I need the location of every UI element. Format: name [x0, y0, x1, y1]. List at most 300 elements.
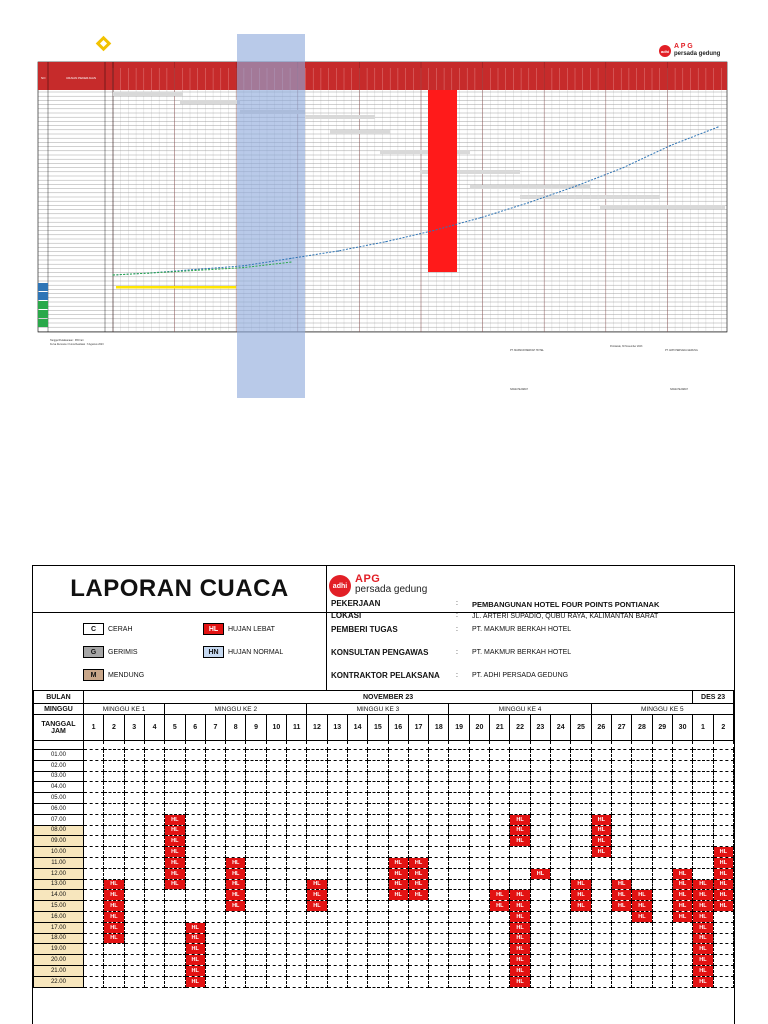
- weather-cell-hl: HL: [672, 901, 692, 912]
- weather-cell: [205, 922, 225, 933]
- weather-cell: [287, 782, 307, 793]
- weather-cell: [551, 750, 571, 761]
- weather-cell-hl: HL: [611, 890, 631, 901]
- weather-cell: [551, 836, 571, 847]
- weather-cell: [104, 803, 124, 814]
- weather-cell: [327, 825, 347, 836]
- day-cell: 28: [632, 715, 652, 741]
- weather-cell: [307, 760, 327, 771]
- weather-cell: [165, 803, 185, 814]
- weather-cell-hl: HL: [713, 868, 733, 879]
- weather-cell: [571, 782, 591, 793]
- weather-cell: [327, 955, 347, 966]
- weather-cell: [165, 771, 185, 782]
- weather-cell: [469, 750, 489, 761]
- weather-cell: [83, 782, 103, 793]
- weather-cell: [591, 922, 611, 933]
- weather-cell: [246, 857, 266, 868]
- spacer-cell: [205, 741, 225, 750]
- weather-cell: [368, 847, 388, 858]
- weather-cell-hl: HL: [165, 836, 185, 847]
- legend-swatch: HN: [203, 646, 224, 658]
- weather-cell: [226, 965, 246, 976]
- spacer-cell: [287, 741, 307, 750]
- weather-cell: [652, 868, 672, 879]
- weather-cell: [104, 793, 124, 804]
- series-point-0: [480, 217, 481, 218]
- weather-cell: [591, 965, 611, 976]
- weather-cell-hl: HL: [388, 890, 408, 901]
- weather-cell: [672, 857, 692, 868]
- weather-cell: [124, 933, 144, 944]
- weather-cell: [652, 803, 672, 814]
- weather-cell: [469, 825, 489, 836]
- weather-cell: [266, 814, 286, 825]
- weather-cell: [571, 868, 591, 879]
- weather-cell: [652, 890, 672, 901]
- weather-cell: [713, 944, 733, 955]
- weather-cell: [185, 879, 205, 890]
- weather-cell: [713, 836, 733, 847]
- hour-label: 21.00: [34, 965, 84, 976]
- legend-swatch: C: [83, 623, 104, 635]
- weather-cell: [591, 782, 611, 793]
- day-cell: 22: [510, 715, 530, 741]
- weather-cell: [429, 868, 449, 879]
- weather-cell: [551, 933, 571, 944]
- weather-cell-hl: HL: [510, 944, 530, 955]
- spacer-cell: [571, 741, 591, 750]
- weather-grid: [33, 690, 734, 988]
- report-title: LAPORAN CUACA: [33, 566, 327, 612]
- weather-cell: [591, 750, 611, 761]
- hour-row: [34, 933, 734, 944]
- weather-cell: [104, 955, 124, 966]
- hour-row: [34, 965, 734, 976]
- weather-cell: [490, 933, 510, 944]
- weather-cell: [287, 750, 307, 761]
- hour-row: [34, 814, 734, 825]
- weather-cell: [551, 782, 571, 793]
- weather-cell: [287, 825, 307, 836]
- weather-cell-hl: HL: [713, 857, 733, 868]
- day-cell: 12: [307, 715, 327, 741]
- weather-cell: [530, 814, 550, 825]
- weather-cell: [287, 901, 307, 912]
- info-value: JL. ARTERI SUPADIO, QUBU RAYA, KALIMANTAN BARAT: [472, 613, 659, 620]
- weather-cell: [205, 857, 225, 868]
- weather-cell-hl: HL: [632, 901, 652, 912]
- weather-cell: [632, 955, 652, 966]
- weather-cell: [408, 911, 428, 922]
- weather-cell: [551, 890, 571, 901]
- weather-cell: [185, 825, 205, 836]
- weather-cell: [327, 771, 347, 782]
- weather-cell: [551, 760, 571, 771]
- weather-cell-hl: HL: [185, 933, 205, 944]
- month-row: [34, 691, 734, 704]
- weather-cell: [530, 782, 550, 793]
- weather-cell: [672, 782, 692, 793]
- spacer-cell: [611, 741, 631, 750]
- day-cell: 21: [490, 715, 510, 741]
- spacer-cell: [347, 741, 367, 750]
- weather-cell: [124, 976, 144, 987]
- weather-cell: [429, 922, 449, 933]
- weather-cell: [347, 922, 367, 933]
- info-value: PT. ADHI PERSADA GEDUNG: [472, 672, 569, 679]
- weather-cell: [287, 944, 307, 955]
- weather-cell: [713, 922, 733, 933]
- weather-cell: [368, 760, 388, 771]
- weather-cell: [144, 976, 164, 987]
- weather-cell: [571, 922, 591, 933]
- weather-cell: [287, 868, 307, 879]
- weather-cell: [530, 965, 550, 976]
- weather-cell: [490, 965, 510, 976]
- weather-cell: [693, 793, 713, 804]
- weather-cell: [83, 911, 103, 922]
- weather-cell: [144, 955, 164, 966]
- weather-cell-hl: HL: [571, 901, 591, 912]
- weather-cell-hl: HL: [185, 976, 205, 987]
- weather-cell: [104, 965, 124, 976]
- day-cell: 7: [205, 715, 225, 741]
- right-logo-sub: persada gedung: [674, 51, 721, 57]
- month-cell: NOVEMBER 23: [83, 691, 692, 704]
- weather-cell-hl: HL: [185, 922, 205, 933]
- weather-cell: [672, 750, 692, 761]
- weather-cell: [490, 857, 510, 868]
- weather-cell: [672, 847, 692, 858]
- blue-highlight: [237, 34, 305, 398]
- hour-label: 10.00: [34, 847, 84, 858]
- weather-cell: [347, 933, 367, 944]
- series-point-1: [148, 273, 149, 274]
- info-label: KONTRAKTOR PELAKSANA: [331, 671, 440, 680]
- weather-cell: [165, 955, 185, 966]
- weather-cell: [652, 836, 672, 847]
- weather-cell: [327, 847, 347, 858]
- day-cell: 4: [144, 715, 164, 741]
- weather-cell: [429, 944, 449, 955]
- weather-cell: [490, 793, 510, 804]
- spacer-cell: [104, 741, 124, 750]
- weather-cell: [408, 836, 428, 847]
- weather-cell: [327, 901, 347, 912]
- weather-cell: [165, 911, 185, 922]
- weather-cell-hl: HL: [226, 879, 246, 890]
- spacer-cell: [226, 741, 246, 750]
- spacer-cell: [388, 741, 408, 750]
- day-cell: 25: [571, 715, 591, 741]
- weather-cell: [551, 803, 571, 814]
- weather-cell: [205, 750, 225, 761]
- jam-label: JAM: [51, 727, 66, 735]
- weather-cell: [591, 771, 611, 782]
- weather-cell: [652, 847, 672, 858]
- weather-cell: [449, 803, 469, 814]
- weather-cell: [652, 814, 672, 825]
- weather-cell: [327, 750, 347, 761]
- legend-label: MENDUNG: [108, 671, 145, 679]
- weather-cell: [571, 857, 591, 868]
- weather-cell: [632, 825, 652, 836]
- weather-cell: [713, 933, 733, 944]
- weather-cell: [530, 955, 550, 966]
- weather-cell: [611, 868, 631, 879]
- day-cell: 10: [266, 715, 286, 741]
- weather-cell: [632, 782, 652, 793]
- weather-cell: [632, 944, 652, 955]
- weather-cell: [408, 814, 428, 825]
- weather-cell: [449, 847, 469, 858]
- weather-cell: [551, 955, 571, 966]
- weather-cell: [449, 879, 469, 890]
- weather-cell: [83, 814, 103, 825]
- weather-cell: [530, 793, 550, 804]
- weather-cell: [327, 836, 347, 847]
- weather-cell: [83, 901, 103, 912]
- weather-cell-hl: HL: [307, 879, 327, 890]
- weather-cell: [611, 782, 631, 793]
- weather-cell: [632, 847, 652, 858]
- weather-cell: [672, 760, 692, 771]
- hour-row: [34, 901, 734, 912]
- right-logo-circle: adhi: [661, 49, 670, 54]
- info-label: PEKERJAAN: [331, 599, 381, 608]
- weather-cell: [347, 868, 367, 879]
- weather-cell: [408, 955, 428, 966]
- info-label: LOKASI: [331, 611, 362, 620]
- series-point-1: [243, 267, 244, 268]
- weather-cell: [672, 933, 692, 944]
- weather-cell: [124, 868, 144, 879]
- weather-cell: [652, 976, 672, 987]
- weather-cell: [591, 879, 611, 890]
- weather-cell: [591, 911, 611, 922]
- sign-name-1: NAMA PEJABAT: [510, 388, 528, 391]
- weather-cell: [205, 793, 225, 804]
- weather-cell: [693, 825, 713, 836]
- weather-cell: [530, 901, 550, 912]
- weather-cell: [672, 771, 692, 782]
- weather-cell: [327, 944, 347, 955]
- weather-cell-hl: HL: [510, 933, 530, 944]
- weather-cell: [144, 890, 164, 901]
- schedule-chart: [0, 0, 768, 420]
- weather-cell: [672, 944, 692, 955]
- day-cell: 18: [429, 715, 449, 741]
- weather-cell: [307, 922, 327, 933]
- weather-cell-hl: HL: [165, 847, 185, 858]
- bar-block: [305, 115, 375, 119]
- weather-cell: [124, 911, 144, 922]
- weather-cell: [83, 750, 103, 761]
- weather-report: [32, 565, 735, 1024]
- hour-label: 11.00: [34, 857, 84, 868]
- weather-cell: [571, 847, 591, 858]
- weather-cell: [165, 976, 185, 987]
- weather-cell: [388, 760, 408, 771]
- hour-label: 12.00: [34, 868, 84, 879]
- weather-cell: [388, 771, 408, 782]
- hour-row: [34, 836, 734, 847]
- weather-cell: [469, 857, 489, 868]
- legend-mendung: [83, 669, 144, 681]
- day-cell: 1: [693, 715, 713, 741]
- weather-cell: [246, 750, 266, 761]
- weather-cell: [652, 760, 672, 771]
- weather-cell: [713, 771, 733, 782]
- weather-cell: [449, 965, 469, 976]
- series-point-0: [622, 167, 623, 168]
- weather-cell: [713, 782, 733, 793]
- weather-cell: [368, 965, 388, 976]
- weather-cell: [672, 814, 692, 825]
- weather-cell: [266, 760, 286, 771]
- week-cell: MINGGU KE 3: [307, 704, 449, 715]
- legend-swatch: G: [83, 646, 104, 658]
- legend-swatch: HL: [203, 623, 224, 635]
- weather-cell: [611, 760, 631, 771]
- weather-cell: [611, 976, 631, 987]
- header-uraian: URAIAN PEKERJAAN: [66, 76, 97, 80]
- hour-label: 05.00: [34, 793, 84, 804]
- weather-cell: [510, 803, 530, 814]
- weather-cell: [368, 868, 388, 879]
- hour-label: 13.00: [34, 879, 84, 890]
- weather-cell: [307, 857, 327, 868]
- weather-cell-hl: HL: [510, 922, 530, 933]
- hour-label: 06.00: [34, 803, 84, 814]
- weather-cell: [672, 803, 692, 814]
- weather-cell: [652, 750, 672, 761]
- weather-cell: [510, 847, 530, 858]
- weather-cell: [652, 857, 672, 868]
- weather-cell: [185, 857, 205, 868]
- spacer-cell: [672, 741, 692, 750]
- weather-cell: [510, 771, 530, 782]
- weather-cell: [611, 922, 631, 933]
- weather-cell: [713, 965, 733, 976]
- weather-cell: [266, 922, 286, 933]
- weather-cell: [490, 836, 510, 847]
- series-point-0: [670, 145, 671, 146]
- weather-cell: [388, 836, 408, 847]
- day-cell: 26: [591, 715, 611, 741]
- hour-label: 19.00: [34, 944, 84, 955]
- weather-cell-hl: HL: [307, 901, 327, 912]
- weather-cell: [144, 771, 164, 782]
- weather-cell: [591, 944, 611, 955]
- weather-cell: [490, 911, 510, 922]
- hour-label: 04.00: [34, 782, 84, 793]
- weather-cell: [144, 901, 164, 912]
- weather-cell: [185, 793, 205, 804]
- weather-cell-hl: HL: [388, 857, 408, 868]
- weather-cell-hl: HL: [693, 944, 713, 955]
- weather-cell: [83, 976, 103, 987]
- weather-cell: [368, 944, 388, 955]
- weather-cell: [652, 901, 672, 912]
- hour-row: [34, 782, 734, 793]
- weather-cell: [490, 825, 510, 836]
- series-point-1: [195, 270, 196, 271]
- weather-cell: [551, 868, 571, 879]
- weather-cell: [144, 847, 164, 858]
- series-point-0: [575, 186, 576, 187]
- hour-row: [34, 771, 734, 782]
- weather-cell: [205, 868, 225, 879]
- day-cell: 5: [165, 715, 185, 741]
- weather-cell-hl: HL: [510, 955, 530, 966]
- weather-cell: [266, 944, 286, 955]
- weather-cell: [327, 933, 347, 944]
- hour-label: 17.00: [34, 922, 84, 933]
- weather-cell: [469, 793, 489, 804]
- weather-cell: [388, 955, 408, 966]
- week-cell: MINGGU KE 2: [165, 704, 307, 715]
- weather-cell: [713, 814, 733, 825]
- weather-cell: [307, 933, 327, 944]
- weather-cell: [368, 771, 388, 782]
- weather-cell-hl: HL: [693, 911, 713, 922]
- weather-cell-hl: HL: [490, 901, 510, 912]
- weather-cell: [124, 955, 144, 966]
- weather-cell: [226, 782, 246, 793]
- weather-cell: [327, 814, 347, 825]
- weather-cell: [429, 901, 449, 912]
- weather-cell: [347, 782, 367, 793]
- weather-cell: [347, 890, 367, 901]
- day-cell: 27: [611, 715, 631, 741]
- weather-cell-hl: HL: [632, 890, 652, 901]
- weather-cell-hl: HL: [510, 965, 530, 976]
- weather-cell-hl: HL: [571, 879, 591, 890]
- hour-label: 03.00: [34, 771, 84, 782]
- weather-cell: [368, 857, 388, 868]
- weather-cell: [307, 825, 327, 836]
- header-no: NO: [41, 76, 46, 80]
- status-cell: [38, 319, 48, 327]
- weather-cell: [632, 836, 652, 847]
- weather-cell: [287, 965, 307, 976]
- weather-cell: [144, 944, 164, 955]
- week-cell: MINGGU KE 5: [591, 704, 733, 715]
- weather-cell: [307, 782, 327, 793]
- weather-cell: [510, 857, 530, 868]
- weather-cell-hl: HL: [104, 901, 124, 912]
- weather-cell: [287, 911, 307, 922]
- weather-cell: [124, 836, 144, 847]
- weather-cell: [327, 868, 347, 879]
- weather-cell: [429, 857, 449, 868]
- hour-row: [34, 944, 734, 955]
- weather-cell: [124, 760, 144, 771]
- hour-row: [34, 911, 734, 922]
- weather-cell: [490, 750, 510, 761]
- weather-cell: [551, 976, 571, 987]
- weather-cell: [185, 803, 205, 814]
- weather-cell: [408, 847, 428, 858]
- spacer-cell: [490, 741, 510, 750]
- weather-cell: [347, 879, 367, 890]
- hour-row: [34, 890, 734, 901]
- weather-cell: [327, 965, 347, 976]
- day-cell: 16: [388, 715, 408, 741]
- weather-cell: [571, 836, 591, 847]
